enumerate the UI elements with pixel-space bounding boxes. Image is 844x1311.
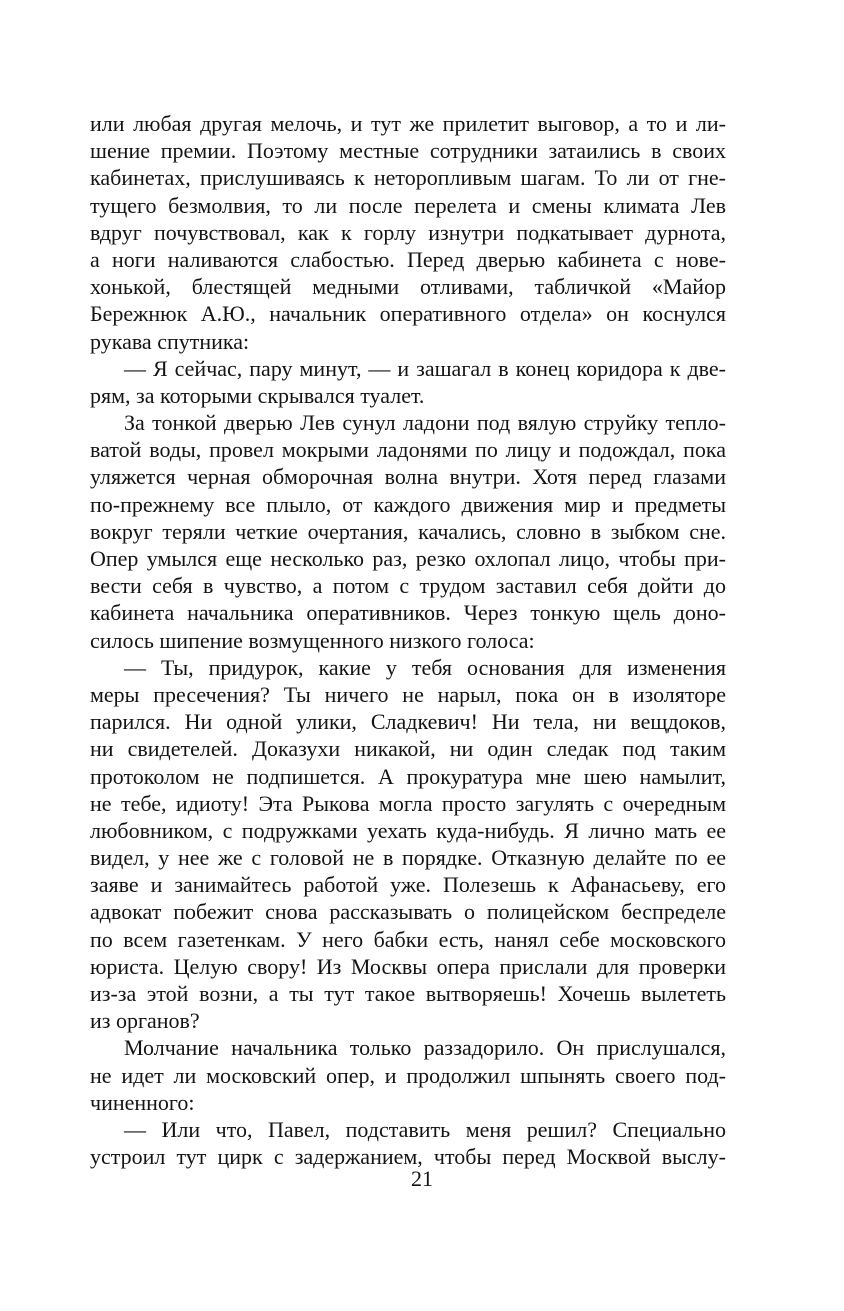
text-line: не тебе, идиоту! Эта Рыкова могла просто загулять с очередным xyxy=(90,790,726,816)
text-line: юриста. Целую свору! Из Москвы опера прислали для проверки xyxy=(90,953,726,979)
text-line: парился. Ни одной улики, Сладкевич! Ни тела, ни вещдоков, xyxy=(90,709,726,735)
text-line: вести себя в чувство, а потом с трудом заставил себя дойти до xyxy=(90,573,726,599)
text-line: уляжется черная обморочная волна внутри. Хотя перед глазами xyxy=(90,464,726,490)
text-line: протоколом не подпишется. А прокуратура мне шею намылит, xyxy=(90,763,726,789)
text-line: ватой воды, провел мокрыми ладонями по лицу и подождал, пока xyxy=(90,437,726,463)
text-line: по-прежнему все плыло, от каждого движения мир и предметы xyxy=(90,491,726,517)
text-line: чиненного: xyxy=(90,1089,195,1115)
text-line: не идет ли московский опер, и продолжил шпынять своего под- xyxy=(90,1062,726,1088)
text-line: из органов? xyxy=(90,1008,200,1034)
text-line: вдруг почувствовал, как к горлу изнутри подкатывает дурнота, xyxy=(90,219,726,245)
text-line: рям, за которыми скрывался туалет. xyxy=(90,382,425,408)
text-line: вокруг теряли четкие очертания, качались, словно в зыбком сне. xyxy=(90,518,726,544)
text-line: устроил тут цирк с задержанием, чтобы перед Москвой выслу- xyxy=(90,1144,726,1170)
text-line: а ноги наливаются слабостью. Перед дверью кабинета с нове- xyxy=(90,246,726,272)
text-line: любовником, с подружками уехать куда-нибудь. Я лично мать ее xyxy=(90,817,726,843)
text-line: силось шипение возмущенного низкого голоса: xyxy=(90,627,535,653)
text-line: видел, у нее же с головой не в порядке. Отказную делайте по ее xyxy=(90,845,726,871)
text-line: Опер умылся еще несколько раз, резко охлопал лицо, чтобы при- xyxy=(90,546,726,571)
text-line: Молчание начальника только раззадорило. Он прислушался, xyxy=(124,1035,726,1061)
text-line: — Ты, придурок, какие у тебя основания для изменения xyxy=(124,654,726,680)
text-line: по всем газетенкам. У него бабки есть, нанял себе московского xyxy=(90,926,726,952)
text-line: ни свидетелей. Доказухи никакой, ни один следак под таким xyxy=(90,736,726,762)
text-line: — Я сейчас, пару минут, — и зашагал в конец коридора к две- xyxy=(124,355,726,381)
text-line: адвокат побежит снова рассказывать о полицейском беспределе xyxy=(90,899,726,925)
body-text xyxy=(90,110,726,1170)
text-line: За тонкой дверью Лев сунул ладони под вялую струйку тепло- xyxy=(124,410,726,436)
page-number: 21 xyxy=(411,1166,433,1191)
text-line: Бережнюк А.Ю., начальник оперативного отдела» он коснулся xyxy=(90,301,726,327)
text-line: заяве и занимайтесь работой уже. Полезешь к Афанасьеву, его xyxy=(90,872,726,898)
text-line: тущего безмолвия, то ли после перелета и смены климата Лев xyxy=(90,192,726,218)
text-line: из-за этой возни, а ты тут такое вытворяешь! Хочешь вылететь xyxy=(90,981,726,1006)
text-line: шение премии. Поэтому местные сотрудники затаились в своих xyxy=(90,138,726,164)
text-line: или любая другая мелочь, и тут же прилетит выговор, а то и ли- xyxy=(90,111,726,136)
text-line: рукава спутника: xyxy=(90,328,250,354)
text-line: хонькой, блестящей медными отливами, табличкой «Майор xyxy=(90,274,726,300)
text-line: меры пресечения? Ты ничего не нарыл, пока он в изоляторе xyxy=(90,681,726,707)
text-line: кабинетах, прислушиваясь к неторопливым шагам. То ли от гне- xyxy=(90,165,726,191)
text-line: — Или что, Павел, подставить меня решил? Специально xyxy=(124,1116,726,1142)
text-line: кабинета начальника оперативников. Через тонкую щель доно- xyxy=(90,600,726,626)
